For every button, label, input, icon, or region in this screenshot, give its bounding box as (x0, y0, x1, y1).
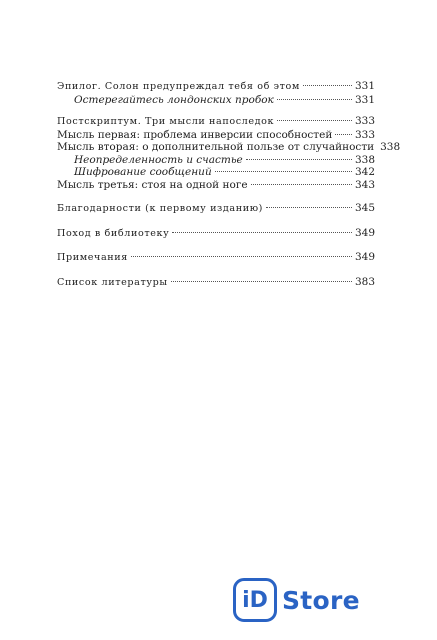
toc-entry-page: 343 (354, 178, 375, 191)
toc-subentry-uncertainty (57, 154, 375, 167)
toc-entry-page: 331 (354, 93, 375, 106)
logo-mark-text: iD (242, 587, 268, 613)
dot-leader (266, 207, 352, 208)
toc-entry-title: Шифрование сообщений (74, 166, 212, 178)
idstore-logo (233, 578, 360, 622)
toc-entry-acknowledgements (57, 202, 375, 216)
toc-entry-page: 342 (354, 166, 375, 178)
toc-entry-title: Список литературы (57, 276, 168, 288)
toc-subentry-london-traffic (57, 94, 375, 107)
dot-leader (251, 184, 352, 185)
toc-entry-notes (57, 251, 375, 265)
toc-entry-thought-three (57, 179, 375, 192)
toc-entry-title: Остерегайтесь лондонских пробок (74, 93, 274, 106)
dot-leader (335, 134, 352, 135)
toc-entry-title: Мысль первая: проблема инверсии способностей (57, 128, 333, 141)
toc-entry-postscript (57, 115, 375, 129)
spacer (57, 191, 375, 202)
spacer (57, 106, 375, 115)
toc-entry-title: Эпилог. Солон предупреждал тебя об этом (57, 81, 300, 92)
toc-entry-page: 349 (354, 251, 375, 263)
toc-entry-page: 345 (354, 202, 375, 214)
toc-entry-title: Неопределенность и счастье (74, 153, 243, 166)
dot-leader (171, 281, 352, 282)
dot-leader (277, 99, 352, 100)
toc-entry-title: Поход в библиотеку (57, 227, 170, 239)
toc-entry-thought-one (57, 129, 375, 142)
toc-subentry-encryption (57, 166, 375, 179)
dot-leader (246, 159, 352, 160)
toc-entry-library (57, 227, 375, 241)
toc-entry-epilogue (57, 80, 375, 94)
logo-mark (233, 578, 277, 622)
dot-leader (277, 120, 352, 121)
toc-entry-page: 331 (354, 80, 375, 92)
spacer (57, 216, 375, 227)
toc-entry-title: Мысль третья: стоя на одной ноге (57, 178, 248, 191)
spacer (57, 240, 375, 251)
toc-entry-page: 338 (380, 141, 401, 153)
toc-entry-page: 333 (354, 128, 375, 141)
logo-text: Store (282, 585, 360, 615)
toc-entry-title: Благодарности (к первому изданию) (57, 203, 264, 214)
toc-entry-thought-two (57, 141, 401, 154)
dot-leader (172, 232, 352, 233)
toc-entry-page: 349 (354, 226, 375, 239)
toc-entry-title: Примечания (57, 252, 128, 263)
toc-entry-page: 333 (354, 115, 375, 127)
toc-entry-page: 383 (354, 275, 375, 288)
toc-entry-title: Постскриптум. Три мысли напоследок (57, 116, 275, 127)
toc-entry-bibliography (57, 276, 375, 290)
dot-leader (303, 85, 352, 86)
dot-leader (215, 171, 352, 172)
toc-entry-title: Мысль вторая: о дополнительной пользе от случайности (57, 141, 375, 153)
table-of-contents (57, 80, 401, 289)
spacer (57, 265, 375, 276)
toc-entry-page: 338 (354, 153, 375, 166)
dot-leader (131, 256, 352, 257)
